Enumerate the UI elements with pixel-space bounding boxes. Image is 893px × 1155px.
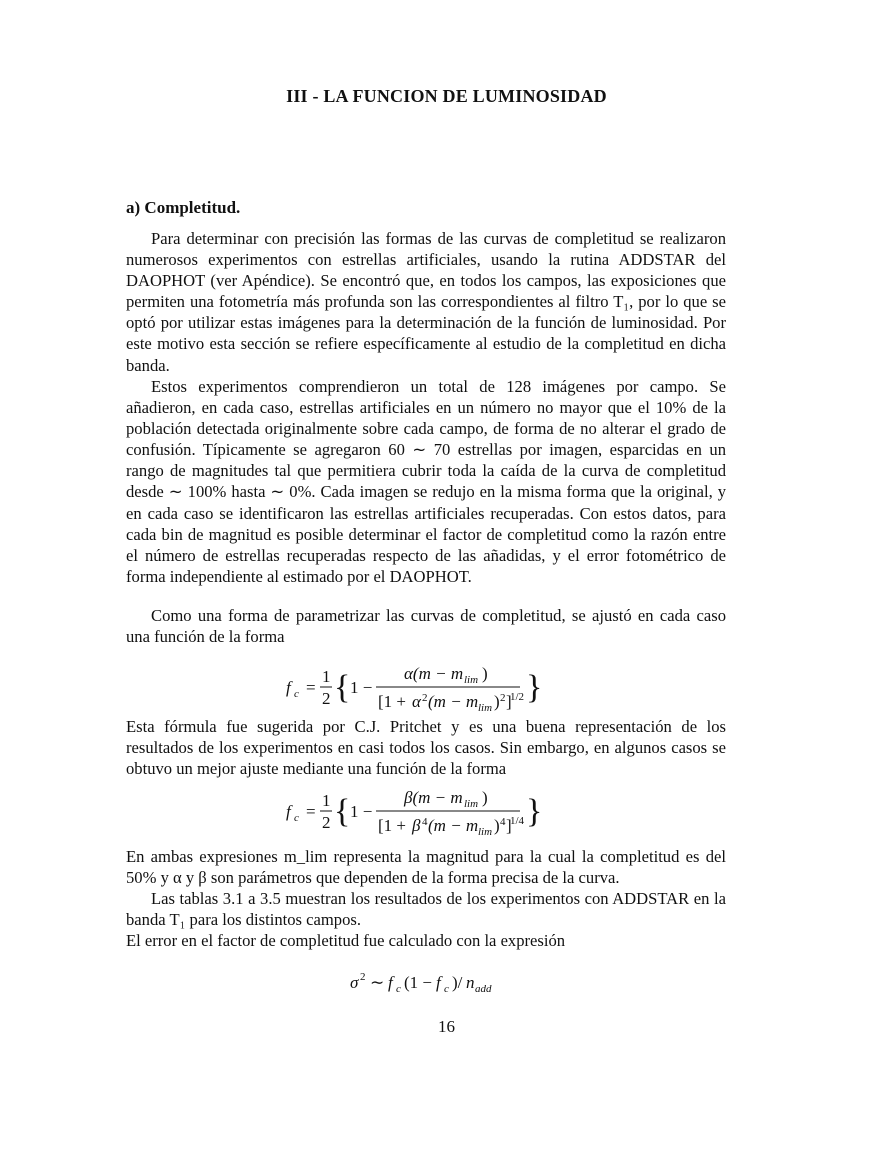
svg-text:σ: σ [350, 973, 359, 992]
chapter-title: III - LA FUNCION DE LUMINOSIDAD [286, 86, 607, 106]
paragraph-3 [126, 605, 726, 647]
svg-text:c: c [444, 983, 449, 995]
svg-text:n: n [466, 973, 475, 992]
svg-text:}: } [526, 669, 543, 706]
svg-text:β: β [412, 816, 421, 835]
svg-text:α: α [412, 692, 421, 711]
svg-text:add: add [475, 983, 492, 995]
equation-3 [126, 968, 726, 998]
svg-text:): ) [494, 816, 500, 835]
svg-text:c: c [294, 812, 299, 824]
svg-text:lim: lim [478, 702, 493, 714]
svg-text:): ) [494, 692, 500, 711]
svg-text:1/2: 1/2 [510, 691, 525, 703]
svg-text:[1 +: [1 + [378, 692, 406, 711]
paragraph-text: Como una forma de parametrizar las curvas de completitud, se ajustó en cada caso una función de la forma [126, 606, 726, 647]
svg-text:}: } [526, 793, 543, 830]
paragraph-1 [126, 228, 726, 376]
svg-text:α(m − m: α(m − m [404, 664, 464, 683]
paragraph-2 [126, 376, 726, 587]
svg-text:2: 2 [322, 813, 331, 832]
svg-text:lim: lim [464, 674, 479, 686]
svg-text:=: = [306, 678, 316, 697]
paragraph-4 [126, 716, 726, 779]
svg-text:): ) [482, 788, 488, 807]
section-heading: a) Completitud. [126, 198, 241, 217]
paragraph-5 [126, 846, 726, 951]
svg-text:[1 +: [1 + [378, 816, 406, 835]
svg-text:β(m − m: β(m − m [404, 788, 463, 807]
svg-text:lim: lim [464, 798, 479, 810]
svg-text:(1 −: (1 − [404, 973, 432, 992]
svg-text:{: { [334, 669, 351, 706]
svg-text:1 −: 1 − [350, 802, 373, 821]
svg-text:1/4: 1/4 [510, 815, 525, 827]
svg-text:{: { [334, 793, 351, 830]
svg-text:2: 2 [422, 692, 428, 704]
equation-1 [126, 660, 726, 714]
svg-text:1 −: 1 − [350, 678, 373, 697]
paragraph-text: Las tablas 3.1 a 3.5 muestran los resultados de los experimentos con ADDSTAR en la banda T₁ para los distintos campos. [126, 889, 726, 930]
paragraph-text: En ambas expresiones m_lim representa la magnitud para la cual la completitud es del 50% y α y β son parámetros que dependen de la forma precisa de la curva. [126, 847, 726, 888]
svg-text:=: = [306, 802, 316, 821]
svg-text:4: 4 [500, 816, 506, 828]
svg-text:2: 2 [360, 971, 366, 983]
svg-text:∼: ∼ [370, 973, 385, 992]
svg-text:2: 2 [500, 692, 506, 704]
paragraph-text: El error en el factor de completitud fue calculado con la expresión [126, 931, 566, 951]
paragraph-text: Para determinar con precisión las formas de las curvas de completitud se realizaron numerosos experimentos con estrellas artificiales, usando la rutina ADDSTAR del DAOPHOT (ver Apéndice). Se encontró que, en todos los campos, las exposiciones que permiten una fotometría más profunda son las correspondientes al filtro T₁, por lo que se optó por utilizar estas imágenes para la determinación de la función de luminosidad. Por este motivo esta sección se refiere específicamente al estudio de la completitud en dicha banda. [126, 229, 726, 375]
svg-text:f: f [286, 678, 291, 697]
svg-text:f: f [436, 973, 441, 992]
svg-text:1: 1 [322, 667, 331, 686]
svg-text:)/: )/ [452, 973, 463, 992]
page-number: 16 [438, 1017, 455, 1036]
paragraph-text: Estos experimentos comprendieron un total de 128 imágenes por campo. Se añadieron, en cada caso, estrellas artificiales en un número no mayor que el 10% de la población detectada originalmente sobre cada campo, de forma de no alterar el grado de confusión. Típicamente se agregaron 60 ∼ 70 estrellas por imagen, esparcidas en un rango de magnitudes tal que permitiera cubrir toda la caída de la curva de completitud desde ∼ 100% hasta ∼ 0%. Cada imagen se redujo en la misma forma que la original, y en cada caso se identificaron las estrellas artificiales recuperadas. Con estos datos, para cada bin de magnitud es posible determinar el factor de completitud como la razón entre el número de estrellas recuperadas respecto de las añadidas, y el error fotométrico de forma independiente al estimado por el DAOPHOT. [126, 377, 726, 586]
equation-2 [126, 782, 726, 840]
svg-text:1: 1 [322, 791, 331, 810]
paragraph-text: Esta fórmula fue sugerida por C.J. Pritchet y es una buena representación de los resultados de los experimentos en casi todos los casos. Sin embargo, en algunos casos se obtuvo un mejor ajuste mediante una función de la forma [126, 717, 726, 779]
svg-text:2: 2 [322, 689, 331, 708]
svg-text:f: f [286, 802, 291, 821]
svg-text:]: ] [506, 692, 512, 711]
svg-text:(m − m: (m − m [428, 692, 479, 711]
svg-text:c: c [396, 983, 401, 995]
svg-text:f: f [388, 973, 393, 992]
svg-text:(m − m: (m − m [428, 816, 479, 835]
svg-text:c: c [294, 688, 299, 700]
equation-3-render [326, 968, 526, 998]
svg-text:]: ] [506, 816, 512, 835]
equation-2-render [276, 782, 576, 840]
equation-1-render [276, 660, 576, 714]
svg-text:4: 4 [422, 816, 428, 828]
svg-text:lim: lim [478, 826, 493, 838]
svg-text:): ) [482, 664, 488, 683]
